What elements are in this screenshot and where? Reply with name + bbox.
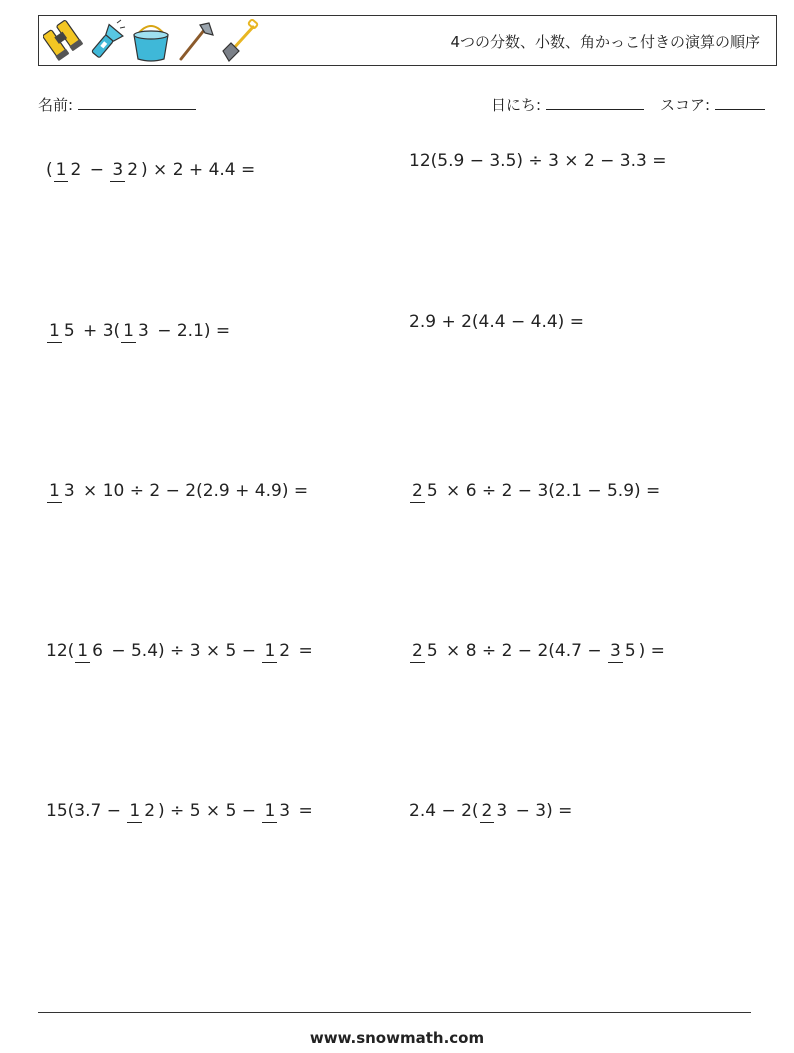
fraction xyxy=(121,321,151,341)
problem xyxy=(46,306,230,356)
expression-text: 12(5.9 − 3.5) ÷ 3 × 2 − 3.3 = xyxy=(409,151,667,171)
fraction xyxy=(410,481,440,501)
expression-text: 2.4 − 2( xyxy=(409,801,479,821)
score-blank[interactable] xyxy=(715,95,765,110)
fraction-denominator: 5 xyxy=(426,641,438,661)
fraction xyxy=(127,801,157,821)
fraction-numerator: 3 xyxy=(609,641,621,661)
fraction xyxy=(75,641,105,661)
expression-text: ( xyxy=(46,160,53,180)
worksheet-header xyxy=(38,15,777,66)
bucket-icon xyxy=(131,19,171,63)
expression-text: × 6 ÷ 2 − 3(2.1 − 5.9) = xyxy=(440,481,661,501)
problem xyxy=(46,145,255,195)
fraction-numerator: 1 xyxy=(49,481,60,501)
header-icons xyxy=(43,19,259,63)
expression-text: × 8 ÷ 2 − 2(4.7 − xyxy=(440,641,607,661)
expression-text: ) ÷ 5 × 5 − xyxy=(158,801,262,821)
fraction-denominator: 5 xyxy=(426,481,438,501)
fraction-numerator: 1 xyxy=(77,641,89,661)
footer-url: www.snowmath.com xyxy=(309,1029,485,1047)
worksheet-title: 4つの分数、小数、角かっこ付きの演算の順序 xyxy=(450,33,760,51)
name-blank[interactable] xyxy=(78,95,196,110)
fraction-numerator: 3 xyxy=(112,160,124,180)
fraction-denominator: 3 xyxy=(279,801,291,821)
fraction-denominator: 5 xyxy=(63,321,75,341)
fraction-numerator: 2 xyxy=(412,641,423,661)
expression-text: ) × 2 + 4.4 = xyxy=(141,160,256,180)
fraction xyxy=(262,801,292,821)
score-label: スコア: xyxy=(660,96,711,114)
expression-text: 15(3.7 − xyxy=(46,801,127,821)
expression-text: + 3( xyxy=(77,321,121,341)
date-field xyxy=(491,94,644,115)
fraction-denominator: 2 xyxy=(279,641,291,661)
shovel-icon xyxy=(219,19,259,63)
fraction-numerator: 1 xyxy=(264,801,276,821)
expression-text: × 10 ÷ 2 − 2(2.9 + 4.9) = xyxy=(77,481,309,501)
fraction xyxy=(480,801,510,821)
flashlight-icon xyxy=(87,19,127,63)
axe-icon xyxy=(175,19,215,63)
name-label: 名前: xyxy=(38,96,74,114)
problem xyxy=(409,466,660,516)
fraction-numerator: 2 xyxy=(481,801,493,821)
expression-text: 12( xyxy=(46,641,75,661)
score-field xyxy=(660,94,765,115)
problem xyxy=(46,786,313,836)
fraction-denominator: 3 xyxy=(63,481,75,501)
fraction-denominator: 2 xyxy=(144,801,156,821)
problem xyxy=(46,626,313,676)
fraction-denominator: 3 xyxy=(496,801,508,821)
expression-text: = xyxy=(293,641,313,661)
fraction-numerator: 1 xyxy=(264,641,276,661)
fraction xyxy=(410,641,440,661)
fraction-denominator: 2 xyxy=(70,160,82,180)
expression-text: ) = xyxy=(638,641,665,661)
fraction-denominator: 6 xyxy=(92,641,103,661)
fraction-numerator: 1 xyxy=(49,321,60,341)
expression-text: 2.9 + 2(4.4 − 4.4) = xyxy=(409,312,584,332)
expression-text: = xyxy=(293,801,313,821)
fraction-denominator: 3 xyxy=(137,321,149,341)
problem xyxy=(409,297,584,347)
fraction-denominator: 5 xyxy=(624,641,636,661)
problem xyxy=(409,626,665,676)
problem xyxy=(409,136,667,186)
date-label: 日にち: xyxy=(491,96,542,114)
binoculars-icon xyxy=(43,19,83,63)
name-field xyxy=(38,94,196,115)
date-blank[interactable] xyxy=(546,95,644,110)
fraction-numerator: 1 xyxy=(55,160,67,180)
fraction xyxy=(54,160,84,180)
fraction xyxy=(110,160,140,180)
fraction-denominator: 2 xyxy=(127,160,139,180)
footer-divider xyxy=(38,1012,751,1013)
fraction xyxy=(262,641,292,661)
problem xyxy=(46,466,308,516)
fraction xyxy=(608,641,638,661)
expression-text: − xyxy=(84,160,110,180)
problem xyxy=(409,786,572,836)
expression-text: − 3) = xyxy=(510,801,573,821)
fraction-numerator: 1 xyxy=(129,801,141,821)
expression-text: − 5.4) ÷ 3 × 5 − xyxy=(105,641,262,661)
expression-text: − 2.1) = xyxy=(151,321,231,341)
fraction-numerator: 1 xyxy=(123,321,134,341)
fraction-numerator: 2 xyxy=(412,481,423,501)
fraction xyxy=(47,321,77,341)
fraction xyxy=(47,481,77,501)
